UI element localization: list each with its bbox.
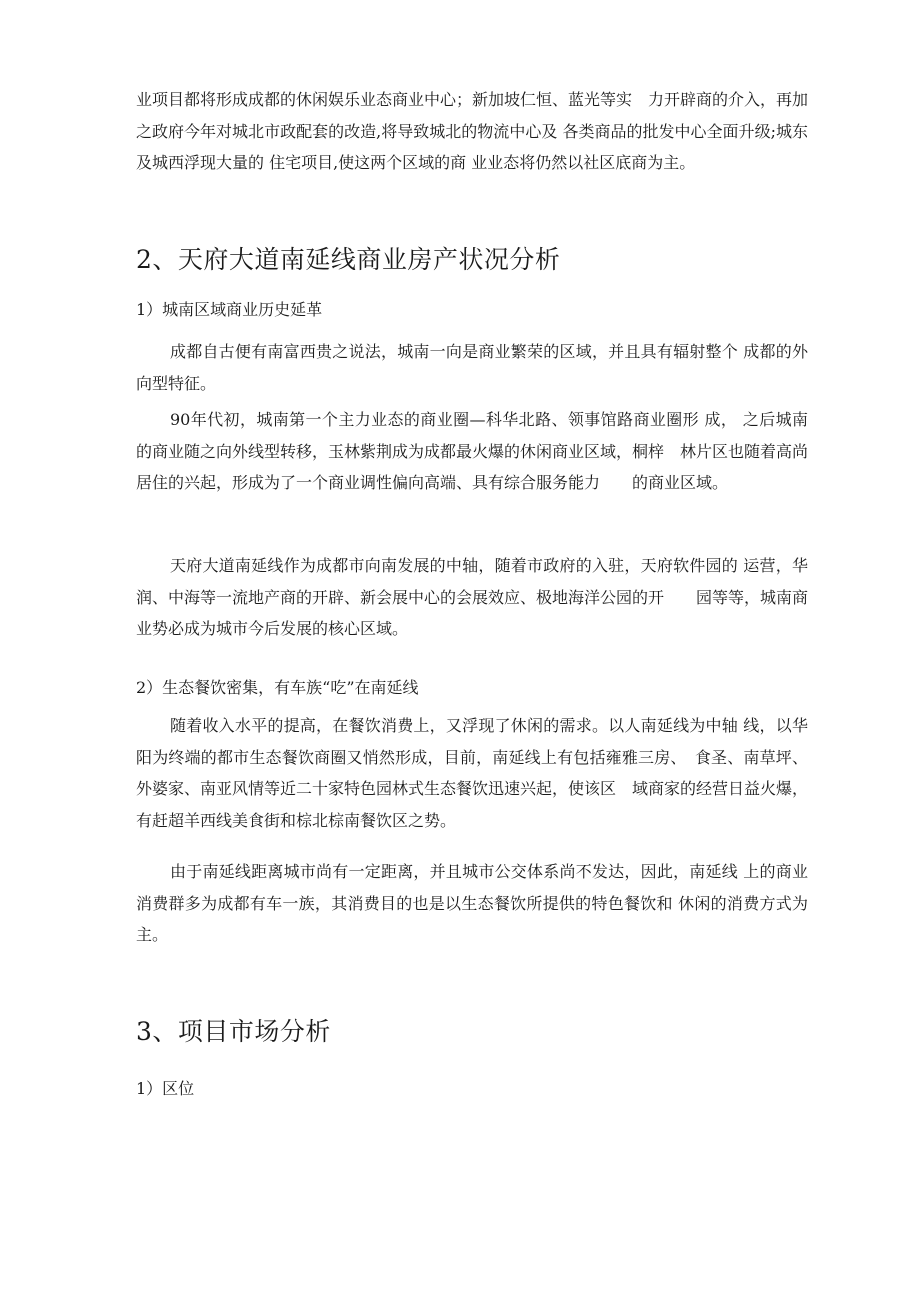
subheading-location: 1）区位 xyxy=(136,1079,195,1098)
paragraph-intro: 业项目都将形成成都的休闲娱乐业态商业中心；新加坡仁恒、蓝光等实 力开辟商的介入，再加之政府今年对城北市政配套的改造,将导致城北的物流中心及 各类商品的批发中心全面升级;城东及城西浮现大量的 住宅项目,使这两个区域的商 业业态将仍然以社区底商为主。 xyxy=(136,90,809,172)
subheading-history: 1）城南区域商业历史延革 xyxy=(136,300,323,319)
section-heading-3: 3、项目市场分析 xyxy=(136,1017,331,1046)
section-heading-2: 2、天府大道南延线商业房产状况分析 xyxy=(136,245,561,274)
paragraph-history-3: 天府大道南延线作为成都市向南发展的中轴，随着市政府的入驻，天府软件园的 运营，华润、中海等一流地产商的开辟、新会展中心的会展效应、极地海洋公园的开 园等等，城南商业势必成为城市今后发展的核心区域。 xyxy=(136,556,809,638)
paragraph-dining-1: 随着收入水平的提高，在餐饮消费上，又浮现了休闲的需求。以人南延线为中轴 线，以华阳为终端的都市生态餐饮商圈又悄然形成，目前，南延线上有包括雍雅三房、 食圣、南草坪、外婆家、南亚风情等近二十家特色园林式生态餐饮迅速兴起，使该区 域商家的经营日益火爆，有赶超羊西线美食街和棕北棕南餐饮区之势。 xyxy=(136,716,809,830)
subheading-dining: 2）生态餐饮密集，有车族“吃”在南延线 xyxy=(136,678,419,697)
paragraph-history-2: 90年代初，城南第一个主力业态的商业圈—科华北路、领事馆路商业圈形 成， 之后城南的商业随之向外线型转移，玉林紫荆成为成都最火爆的休闲商业区域，桐梓 林片区也随着高尚居住的兴起，形成为了一个商业调性偏向高端、具有综合服务能力 的商业区域。 xyxy=(136,410,809,492)
paragraph-history-1: 成都自古便有南富西贵之说法，城南一向是商业繁荣的区域，并且具有辐射整个 成都的外向型特征。 xyxy=(136,342,808,393)
paragraph-dining-2: 由于南延线距离城市尚有一定距离，并且城市公交体系尚不发达，因此，南延线 上的商业消费群多为成都有车一族，其消费目的也是以生态餐饮所提供的特色餐饮和 休闲的消费方式为主。 xyxy=(136,862,808,944)
